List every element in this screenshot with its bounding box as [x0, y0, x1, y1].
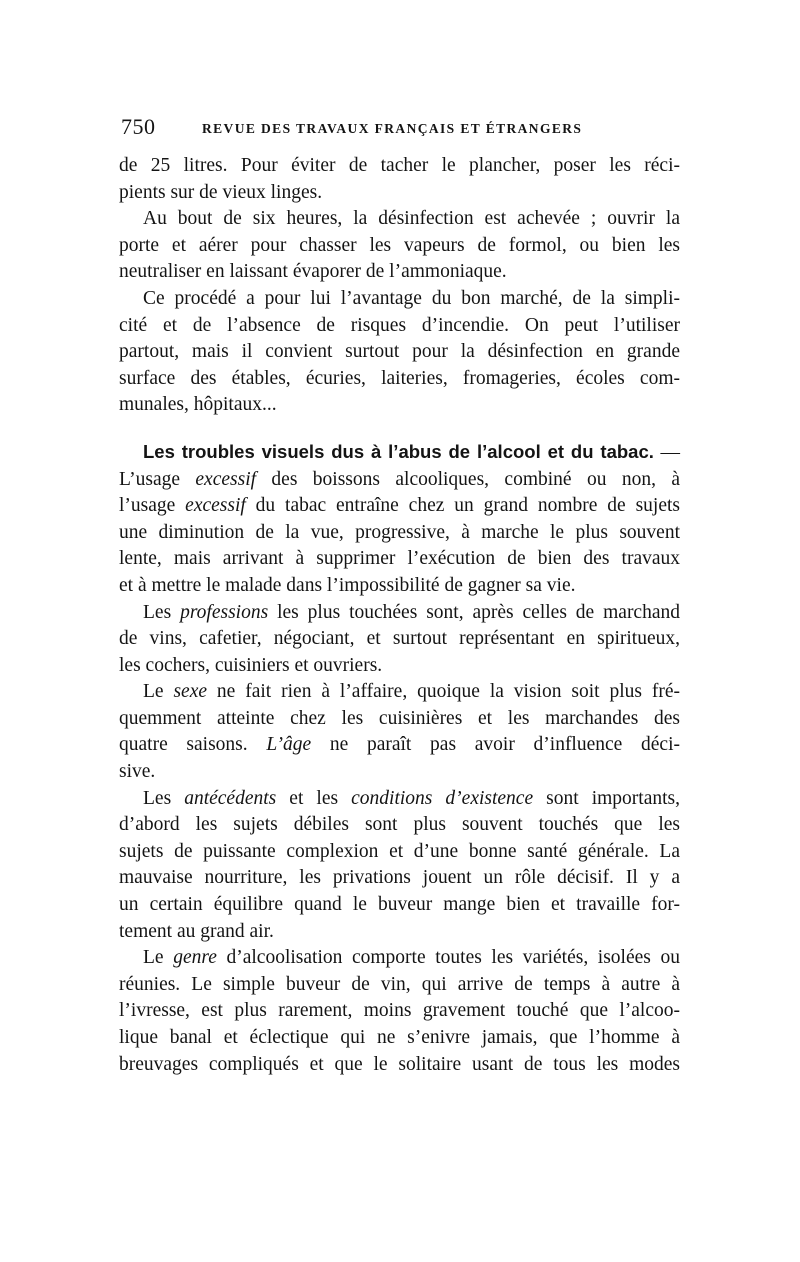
text-line: mauvaise nourriture, les privations jouent un rôle décisif. Il y a [119, 867, 680, 889]
text-line: Au bout de six heures, la désinfection est achevée ; ouvrir la [143, 208, 680, 230]
text-line: neutraliser en laissant évaporer de l’ammoniaque. [119, 261, 507, 283]
section-gap [119, 419, 680, 439]
text-run: d’alcoolisation comporte toutes les variétés, isolées ou [216, 947, 680, 969]
text-line [119, 945, 680, 972]
text-line: quemment atteinte chez les cuisinières et les marchandes des [119, 707, 680, 729]
section-heading: Les troubles visuels dus à l’abus de l’alcool et du tabac. [143, 440, 654, 462]
text-line [119, 467, 680, 494]
text-line: breuvages compliqués et que le solitaire usant de tous les modes [119, 1053, 680, 1075]
text-run: des boissons alcooliques, combiné ou non, à [256, 468, 680, 490]
paragraph-antecedents [119, 786, 680, 946]
text-line: lique banal et éclectique qui ne s’enivre jamais, que l’homme à [119, 1027, 680, 1048]
text-line: et à mettre le malade dans l’impossibilité de gagner sa vie. [119, 574, 576, 596]
running-title: REVUE DES TRAVAUX FRANÇAIS ET ÉTRANGERS [202, 121, 583, 136]
text-line: munales, hôpitaux... [119, 394, 277, 416]
text-run: les plus touchées sont, après celles de marchand [268, 601, 680, 623]
text-run: ne fait rien à l’affaire, quoique la vision soit plus fré- [207, 681, 680, 703]
heading-dash: — [653, 441, 681, 463]
text-run: du tabac entraîne chez un grand nombre de sujets [245, 495, 680, 517]
text-line: pients sur de vieux linges. [119, 181, 323, 203]
text-run: l’usage [119, 495, 186, 517]
italic-term: L’âge [266, 734, 312, 756]
text-line: de 25 litres. Pour éviter de tacher le plancher, poser les réci- [119, 155, 680, 176]
text-line [119, 493, 680, 520]
page-body [119, 153, 680, 1078]
text-line: les cochers, cuisiniers et ouvriers. [119, 654, 383, 676]
text-line: réunies. Le simple buveur de vin, qui arrive de temps à autre à [119, 973, 680, 995]
text-line: de vins, cafetier, négociant, et surtout représentant en spiritueux, [119, 628, 680, 650]
text-line: sive. [119, 761, 156, 783]
text-line: l’ivresse, est plus rarement, moins gravement touché que l’alcoo- [119, 1000, 680, 1022]
text-line: une diminution de la vue, progressive, à marche le plus souvent [119, 521, 680, 543]
paragraph-ventilation [119, 206, 680, 286]
text-line: tement au grand air. [119, 920, 274, 942]
text-line: sujets de puissante complexion et d’une bonne santé générale. La [119, 840, 680, 862]
section-heading-line [119, 439, 680, 467]
paragraph-advantages [119, 286, 680, 419]
page-header [121, 114, 681, 144]
text-run: L’usage [119, 468, 196, 490]
paragraph-professions [119, 600, 680, 680]
text-run: et les [276, 787, 352, 809]
text-run: Le [143, 947, 174, 969]
italic-term: sexe [173, 681, 208, 703]
text-run: Le [143, 681, 174, 703]
text-line: lente, mais arrivant à supprimer l’exécution de bien des travaux [119, 548, 680, 570]
text-line: d’abord les sujets débiles sont plus souvent touchés que les [119, 814, 680, 836]
paragraph-genre [119, 945, 680, 1078]
text-line [119, 732, 680, 759]
italic-term: excessif [195, 468, 257, 490]
text-line: partout, mais il convient surtout pour la désinfection en grande [119, 341, 680, 363]
text-run: sont importants, [533, 787, 680, 809]
text-line [119, 600, 680, 627]
text-run: ne paraît pas avoir d’influence déci- [311, 734, 680, 756]
text-line: un certain équilibre quand le buveur mange bien et travaille for- [119, 894, 680, 916]
italic-term: antécédents [184, 787, 277, 809]
text-run: Les [143, 601, 181, 623]
text-line: Ce procédé a pour lui l’avantage du bon marché, de la simpli- [143, 287, 680, 309]
page-number: 750 [121, 114, 156, 139]
text-line: porte et aérer pour chasser les vapeurs de formol, ou bien les [119, 234, 680, 256]
text-line [119, 679, 680, 706]
text-run: quatre saisons. [119, 734, 267, 756]
text-line: surface des étables, écuries, laiteries, fromageries, écoles com- [119, 367, 680, 389]
italic-term: conditions d’existence [351, 787, 534, 809]
paragraph-continued [119, 153, 680, 206]
italic-term: professions [180, 601, 269, 623]
text-line: cité et de l’absence de risques d’incendie. On peut l’utiliser [119, 314, 680, 336]
italic-term: genre [173, 947, 217, 969]
text-line [119, 786, 680, 813]
section-heading-paragraph [119, 439, 680, 600]
paragraph-sex-age [119, 679, 680, 785]
italic-term: excessif [185, 495, 246, 517]
text-run: Les [143, 787, 185, 809]
